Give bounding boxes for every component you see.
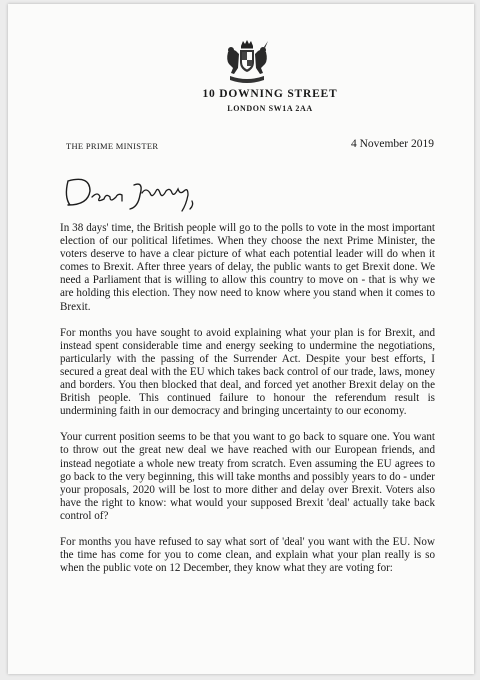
- letter-date: 4 November 2019: [350, 138, 434, 150]
- paragraph: For months you have sought to avoid explaining what your plan is for Brexit, and instead spent considerable time and energy seeking to undermine the negotiations, particularly with the passing of the Surrender Act. Despite your best efforts, I secured a great deal with the EU which takes back control of our trade, laws, money and borders. You then blocked that deal, and forced yet another Brexit delay on the British people. This continued failure to honour the referendum result is undermining faith in our democracy and bringing uncertainty to our economy.: [60, 326, 435, 418]
- handwritten-salutation: [60, 167, 210, 217]
- address-line-1: 10 DOWNING STREET: [202, 88, 338, 100]
- paragraph: For months you have refused to say what sort of 'deal' you want with the EU. Now the time has come for you to come clean, and explain what your plan really is so when the public vote on 12 December, they know what they are voting for:: [60, 535, 435, 575]
- letter-page: [8, 4, 474, 674]
- address-line-2: LONDON SW1A 2AA: [227, 104, 313, 113]
- royal-coat-of-arms-icon: [222, 38, 272, 86]
- sender-title: THE PRIME MINISTER: [66, 141, 159, 151]
- paragraph: In 38 days' time, the British people will go to the polls to vote in the most important election of our political lifetimes. When they choose the next Prime Minister, the voters deserve to have a clear picture of what each potential leader will do when it comes to Brexit. After three years of delay, the public wants to get Brexit done. We need a Parliament that is willing to allow this country to move on - that is why we are holding this election. They now need to know where you stand when it comes to Brexit.: [60, 222, 435, 313]
- paragraph: Your current position seems to be that you want to go back to square one. You want to throw out the great new deal we have reached with our European friends, and instead negotiate a whole new treaty from scratch. Even assuming the EU agrees to go back to the very beginning, this will take months and possibly years to do - under your proposals, 2020 will be lost to more dither and delay over Brexit. Voters also have the right to know: what would your supposed Brexit 'deal' actually take back control of?: [60, 431, 435, 522]
- letter-body: [60, 222, 435, 588]
